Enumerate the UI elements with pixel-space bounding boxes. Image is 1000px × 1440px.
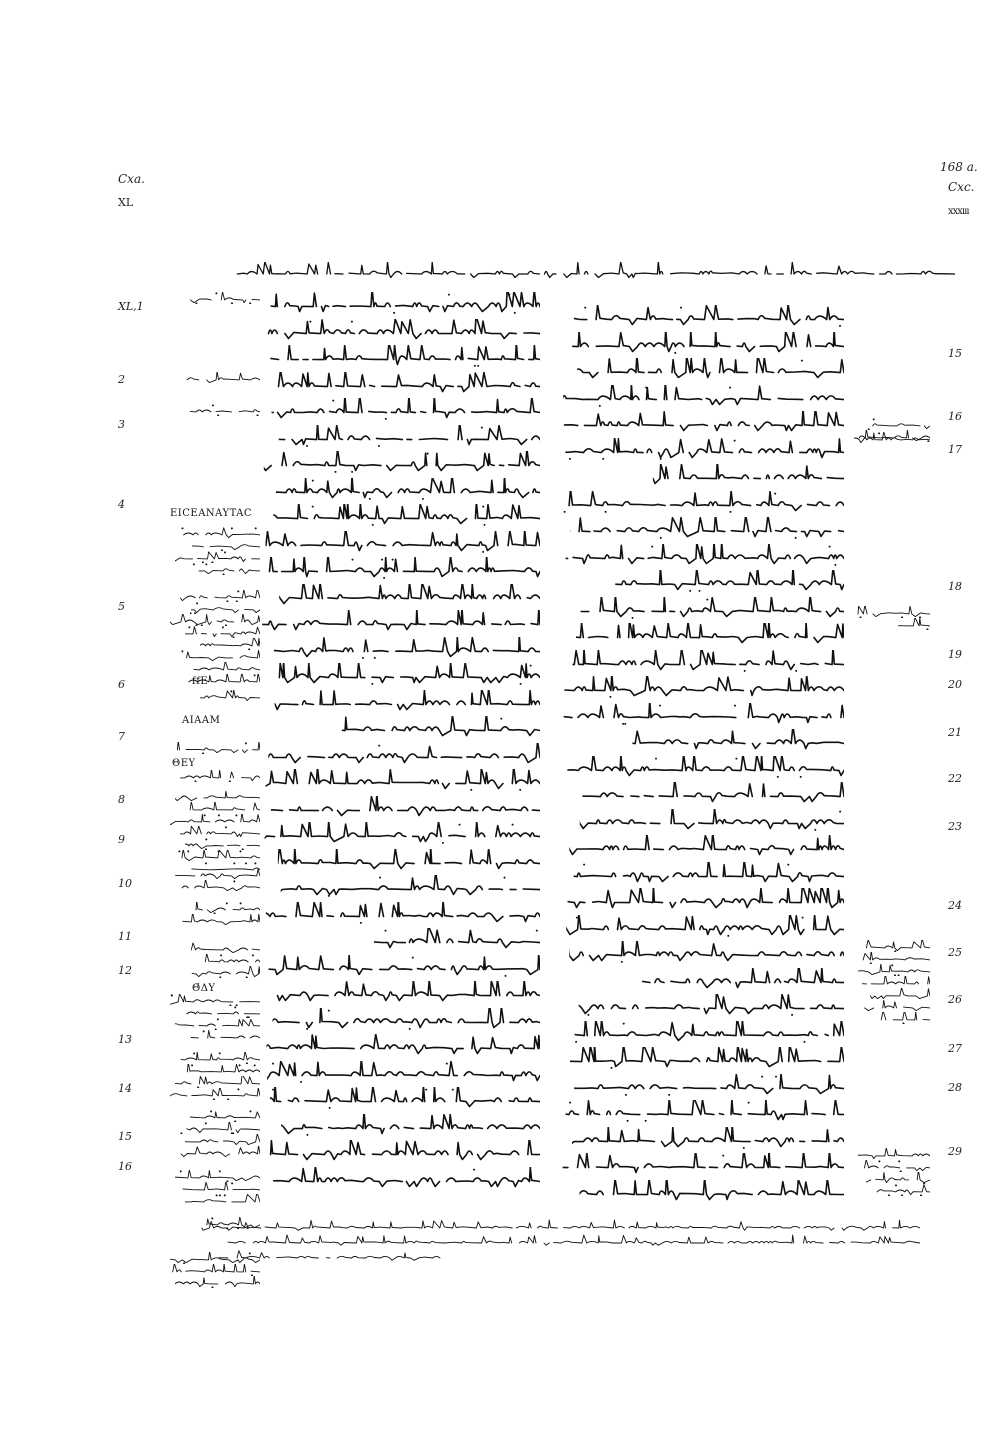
syriac-script [262, 928, 540, 950]
margin-note-script [866, 988, 930, 1000]
syriac-script [262, 425, 540, 447]
right-column-line [562, 544, 844, 566]
greek-gloss: AIAAM [182, 715, 221, 726]
margin-note-script [185, 626, 260, 638]
margin-note-script [180, 914, 260, 926]
right-column-line [562, 517, 844, 539]
syriac-script [262, 478, 540, 500]
syriac-script [562, 729, 844, 751]
margin-note-script [185, 1006, 260, 1018]
margin-note-script [854, 432, 930, 444]
syriac-script [262, 875, 540, 897]
left-column-line [262, 1061, 540, 1083]
margin-note-script [858, 940, 930, 952]
syriac-script [262, 292, 540, 314]
greek-gloss: ffE [192, 676, 209, 687]
syriac-script [562, 358, 844, 380]
left-column-line [262, 319, 540, 341]
left-column-line [262, 398, 540, 420]
margin-note-script [170, 814, 260, 826]
right-column-line [562, 1074, 844, 1096]
right-column-line [562, 385, 844, 407]
margin-note-script [180, 880, 260, 892]
margin-note-script [862, 1000, 930, 1012]
margin-note-script [175, 1146, 260, 1158]
syriac-script [262, 451, 540, 473]
syriac-script [262, 319, 540, 341]
left-column-line [262, 531, 540, 553]
syriac-script [562, 809, 844, 831]
margin-note-script [858, 964, 930, 976]
syriac-script [262, 769, 540, 791]
syriac-script [262, 504, 540, 526]
syriac-script [562, 1127, 844, 1149]
verse-number: 21 [948, 726, 962, 739]
syriac-script [562, 544, 844, 566]
syriac-script [262, 1008, 540, 1030]
syriac-script [562, 888, 844, 910]
syriac-script [562, 1021, 844, 1043]
syriac-script [562, 1047, 844, 1069]
margin-note-script [185, 838, 260, 850]
margin-note-script [874, 1012, 930, 1024]
syriac-script [262, 796, 540, 818]
right-column-line [562, 1180, 844, 1202]
syriac-script [562, 332, 844, 354]
right-column-line [562, 623, 844, 645]
right-margin-notes [845, 300, 930, 1200]
right-column-line [562, 756, 844, 778]
margin-note-script [190, 292, 260, 304]
margin-note-script [862, 976, 930, 988]
syriac-script [562, 1153, 844, 1175]
left-column-line [262, 610, 540, 632]
left-column-line [262, 743, 540, 765]
syriac-script [262, 743, 540, 765]
folio-left: Cxa. [118, 172, 145, 186]
right-column-line [562, 809, 844, 831]
margin-note-script [874, 1184, 930, 1196]
left-column-line [262, 1034, 540, 1056]
syriac-script [562, 570, 844, 592]
margin-note-script [180, 650, 260, 662]
left-column-line [262, 1008, 540, 1030]
syriac-title-line [235, 262, 955, 280]
left-column-line [262, 504, 540, 526]
margin-note-script [190, 539, 260, 551]
right-column-line [562, 597, 844, 619]
syriac-script [562, 491, 844, 513]
right-column-line [562, 835, 844, 857]
margin-note-script [180, 1052, 260, 1064]
margin-note-script [180, 826, 260, 838]
left-margin-notes [150, 292, 260, 1212]
right-column-line [562, 1021, 844, 1043]
right-column-line [562, 888, 844, 910]
right-column-line [562, 1100, 844, 1122]
left-column-line [262, 557, 540, 579]
margin-note-script [180, 770, 260, 782]
syriac-script [562, 703, 844, 725]
left-column-line [262, 292, 540, 314]
verse-number: 10 [118, 877, 132, 890]
syriac-script [262, 398, 540, 420]
syriac-script [262, 1114, 540, 1136]
verse-number: 19 [948, 648, 962, 661]
verse-number: 7 [118, 730, 125, 743]
left-column-line [262, 690, 540, 712]
left-column-line [262, 1087, 540, 1109]
right-column-line [562, 570, 844, 592]
left-column-line [262, 955, 540, 977]
margin-note-script [200, 690, 260, 702]
margin-note-script [175, 790, 260, 802]
syriac-script [262, 822, 540, 844]
verse-number: 11 [118, 930, 132, 943]
syriac-script [262, 1140, 540, 1162]
margin-note-script [190, 902, 260, 914]
left-column-line [262, 425, 540, 447]
margin-note-script [190, 1110, 260, 1122]
syriac-script [562, 915, 844, 937]
right-column-line [562, 915, 844, 937]
greek-gloss: EICEANAYTAC [170, 508, 253, 519]
greek-gloss: ΘEY [172, 758, 196, 769]
syriac-script [262, 1061, 540, 1083]
left-column-line [262, 451, 540, 473]
left-column-line [262, 796, 540, 818]
right-column-line [562, 358, 844, 380]
margin-note-script [175, 850, 260, 862]
tick-right: xxxııı [948, 206, 969, 217]
margin-note-script [185, 372, 260, 384]
margin-note-script [854, 606, 930, 618]
left-column-line [262, 769, 540, 791]
right-column-line [562, 1153, 844, 1175]
verse-number: 16 [118, 1160, 132, 1173]
right-column-line [562, 676, 844, 698]
syriac-script [562, 438, 844, 460]
syriac-script [562, 862, 844, 884]
verse-number: 17 [948, 443, 962, 456]
left-column-line [262, 478, 540, 500]
chapter-right: Cxc. [948, 180, 975, 194]
margin-note-script [190, 563, 260, 575]
verse-number: 22 [948, 772, 962, 785]
syriac-script [562, 305, 844, 327]
margin-note-script [180, 1182, 260, 1194]
verse-number: 5 [118, 600, 125, 613]
folio-right: 168 a. [940, 160, 978, 174]
left-column-line [262, 345, 540, 367]
syriac-script [262, 690, 540, 712]
left-column-line [262, 849, 540, 871]
margin-note-script [185, 1064, 260, 1076]
verse-number: 3 [118, 418, 125, 431]
verse-number: 25 [948, 946, 962, 959]
syriac-script [262, 955, 540, 977]
margin-note-script [175, 1276, 260, 1288]
margin-note-script [175, 868, 260, 880]
margin-note-script [170, 994, 260, 1006]
margin-note-script [190, 662, 260, 674]
verse-number: 23 [948, 820, 962, 833]
margin-note-script [180, 1122, 260, 1134]
margin-note-script [175, 1170, 260, 1182]
margin-note-script [190, 602, 260, 614]
text-column-left [262, 292, 540, 1193]
syriac-script [262, 531, 540, 553]
syriac-script [562, 464, 844, 486]
syriac-script [562, 835, 844, 857]
verse-number: 18 [948, 580, 962, 593]
left-column-line [262, 1167, 540, 1189]
syriac-script [562, 597, 844, 619]
text-column-right [562, 305, 844, 1206]
margin-note-script [185, 1134, 260, 1146]
syriac-script [562, 941, 844, 963]
right-column-line [562, 968, 844, 990]
syriac-script [562, 676, 844, 698]
left-column-line [262, 1140, 540, 1162]
syriac-script [562, 517, 844, 539]
margin-note-script [175, 742, 260, 754]
right-column-line [562, 703, 844, 725]
right-column-line [562, 464, 844, 486]
verse-number: 2 [118, 373, 125, 386]
margin-note-script [175, 551, 260, 563]
syriac-script [262, 345, 540, 367]
verse-number: 6 [118, 678, 125, 691]
left-column-line [262, 637, 540, 659]
syriac-script [262, 584, 540, 606]
margin-note-script [200, 954, 260, 966]
verse-number: 9 [118, 833, 125, 846]
margin-note-script [866, 418, 930, 430]
margin-note-script [180, 590, 260, 602]
margin-note-script [866, 1172, 930, 1184]
syriac-script [262, 1167, 540, 1189]
chapter-left: XL [118, 196, 134, 209]
verse-number: 20 [948, 678, 962, 691]
syriac-script [562, 994, 844, 1016]
right-column-line [562, 1127, 844, 1149]
syriac-script [262, 902, 540, 924]
syriac-script [562, 1180, 844, 1202]
margin-note-script [170, 614, 260, 626]
right-column-line [562, 782, 844, 804]
margin-note-script [170, 1088, 260, 1100]
margin-note-script [185, 1194, 260, 1206]
verse-number: 4 [118, 498, 125, 511]
right-column-line [562, 332, 844, 354]
margin-note-script [200, 638, 260, 650]
verse-number: 27 [948, 1042, 962, 1055]
verse-number: 16 [948, 410, 962, 423]
left-column-line [262, 822, 540, 844]
verse-number: 14 [118, 1082, 132, 1095]
syriac-script [262, 663, 540, 685]
syriac-script [262, 849, 540, 871]
left-column-line [262, 1114, 540, 1136]
verse-number: 13 [118, 1033, 132, 1046]
greek-gloss: Θ̄ΔY [192, 983, 216, 994]
syriac-script [562, 782, 844, 804]
right-column-line [562, 411, 844, 433]
syriac-script [562, 623, 844, 645]
margin-note-script [862, 1160, 930, 1172]
syriac-script [562, 968, 844, 990]
syriac-script [262, 716, 540, 738]
margin-note-script [862, 952, 930, 964]
left-column-line [262, 902, 540, 924]
syriac-script [262, 1087, 540, 1109]
left-column-line [262, 372, 540, 394]
verse-number: 26 [948, 993, 962, 1006]
right-column-line [562, 650, 844, 672]
right-column-line [562, 994, 844, 1016]
margin-note-script [180, 527, 260, 539]
verse-number: 12 [118, 964, 132, 977]
syriac-script [262, 1034, 540, 1056]
right-column-line [562, 862, 844, 884]
syriac-script [562, 1074, 844, 1096]
syriac-script [562, 756, 844, 778]
margin-note-script [190, 404, 260, 416]
left-column-line [262, 716, 540, 738]
margin-note-script [185, 942, 260, 954]
verse-number: 15 [118, 1130, 132, 1143]
verse-number: 24 [948, 899, 962, 912]
syriac-script [562, 650, 844, 672]
margin-note-script [190, 966, 260, 978]
syriac-script [262, 372, 540, 394]
margin-note-script [190, 1030, 260, 1042]
syriac-script [562, 411, 844, 433]
right-column-line [562, 491, 844, 513]
left-column-line [262, 981, 540, 1003]
left-column-line [262, 875, 540, 897]
margin-note-script [858, 1148, 930, 1160]
verse-number: 8 [118, 793, 125, 806]
right-column-line [562, 729, 844, 751]
left-column-line [262, 928, 540, 950]
syriac-script [562, 385, 844, 407]
syriac-script [262, 610, 540, 632]
verse-number: 28 [948, 1081, 962, 1094]
left-column-line [262, 584, 540, 606]
syriac-script [262, 981, 540, 1003]
syriac-script [262, 637, 540, 659]
footnote-syriac [200, 1218, 920, 1268]
syriac-script [262, 557, 540, 579]
margin-note-script [185, 802, 260, 814]
verse-number: XL,1 [118, 300, 144, 313]
verse-number: 29 [948, 1145, 962, 1158]
right-column-line [562, 305, 844, 327]
left-column-line [262, 663, 540, 685]
margin-note-script [175, 1018, 260, 1030]
verse-number: 15 [948, 347, 962, 360]
right-column-line [562, 1047, 844, 1069]
right-column-line [562, 438, 844, 460]
margin-note-script [898, 618, 930, 630]
syriac-script [562, 1100, 844, 1122]
margin-note-script [175, 1076, 260, 1088]
right-column-line [562, 941, 844, 963]
